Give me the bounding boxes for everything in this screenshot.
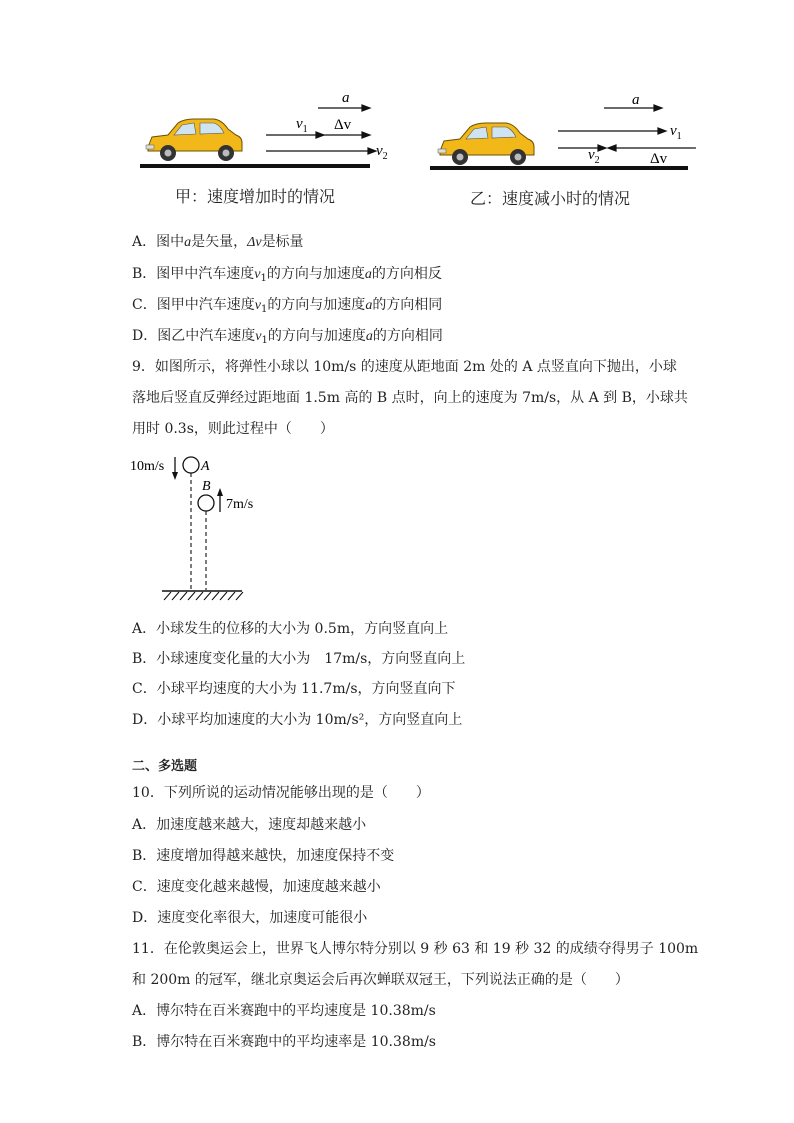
- q10-option-a: A．加速度越来越大，速度却越来越小: [132, 817, 367, 833]
- label-a-right: a: [632, 92, 640, 108]
- q11-stem-line1: 11．在伦敦奥运会上，世界飞人博尔特分别以 9 秒 63 和 19 秒 32 的成绩夺得男子 100m: [132, 941, 699, 957]
- figure-caption-left: 甲：速度增加时的情况: [175, 187, 336, 206]
- q8-option-a: A．图中a是矢量，Δv是标量: [132, 234, 304, 250]
- road-line: [140, 164, 370, 168]
- q11-option-b: B．博尔特在百米赛跑中的平均速率是 10.38m/s: [132, 1034, 436, 1050]
- figure-caption-right: 乙：速度减小时的情况: [470, 189, 631, 208]
- label-point-b: B: [202, 479, 211, 494]
- q8-option-b: B．图甲中汽车速度$v_1$的方向与加速度a的方向相反: [132, 266, 442, 284]
- label-a-left: a: [342, 90, 350, 106]
- q10-option-c: C．速度变化越来越慢，加速度越来越小: [132, 879, 381, 895]
- q11-option-a: A．博尔特在百米赛跑中的平均速度是 10.38m/s: [132, 1003, 436, 1019]
- car-icon: [146, 119, 242, 161]
- car-icon: [438, 123, 534, 165]
- label-point-a: A: [201, 459, 210, 474]
- q10-option-b: B．速度增加得越来越快，加速度保持不变: [132, 848, 395, 864]
- q9-option-d: D．小球平均加速度的大小为 10m/s²，方向竖直向上: [132, 712, 463, 728]
- q9-option-b: B．小球速度变化量的大小为 17m/s，方向竖直向上: [132, 651, 466, 667]
- label-v2-right: $v_2$: [588, 147, 600, 166]
- label-dv-right: Δv: [650, 151, 668, 167]
- figure-ball-bounce: [128, 450, 288, 608]
- figure-car-accelerating: [138, 85, 408, 175]
- label-v2-left: $v_2$: [376, 143, 388, 162]
- label-v1-right: $v_1$: [670, 123, 682, 142]
- q9-stem-line1: 9．如图所示，将弹性小球以 10m/s 的速度从距地面 2m 处的 A 点竖直向下抛出，小球: [132, 359, 677, 375]
- ball-a: [183, 457, 199, 473]
- ball-b: [198, 495, 214, 511]
- q11-stem-line2: 和 200m 的冠军，继北京奥运会后再次蝉联双冠王，下列说法正确的是（ ）: [132, 972, 629, 988]
- q8-option-d: D．图乙中汽车速度$v_1$的方向与加速度a的方向相同: [132, 328, 443, 346]
- section-heading: 二、多选题: [132, 759, 198, 774]
- figure-car-decelerating: [428, 85, 708, 175]
- label-speed-b: 7m/s: [226, 497, 254, 512]
- q10-stem: 10．下列所说的运动情况能够出现的是（ ）: [132, 785, 430, 801]
- q9-stem-line2: 落地后竖直反弹经过距地面 1.5m 高的 B 点时，向上的速度为 7m/s，从 A 到 B，小球共: [132, 390, 688, 406]
- q8-option-c: C．图甲中汽车速度$v_1$的方向与加速度a的方向相同: [132, 297, 443, 315]
- label-speed-a: 10m/s: [130, 459, 165, 474]
- label-v1-left: $v_1$: [296, 116, 308, 135]
- q10-option-d: D．速度变化率很大，加速度可能很小: [132, 910, 368, 926]
- q9-stem-line3: 用时 0.3s，则此过程中（ ）: [132, 421, 334, 437]
- q9-option-c: C．小球平均速度的大小为 11.7m/s，方向竖直向下: [132, 681, 456, 697]
- q9-option-a: A．小球发生的位移的大小为 0.5m，方向竖直向上: [132, 621, 449, 637]
- label-dv-left: Δv: [334, 117, 352, 133]
